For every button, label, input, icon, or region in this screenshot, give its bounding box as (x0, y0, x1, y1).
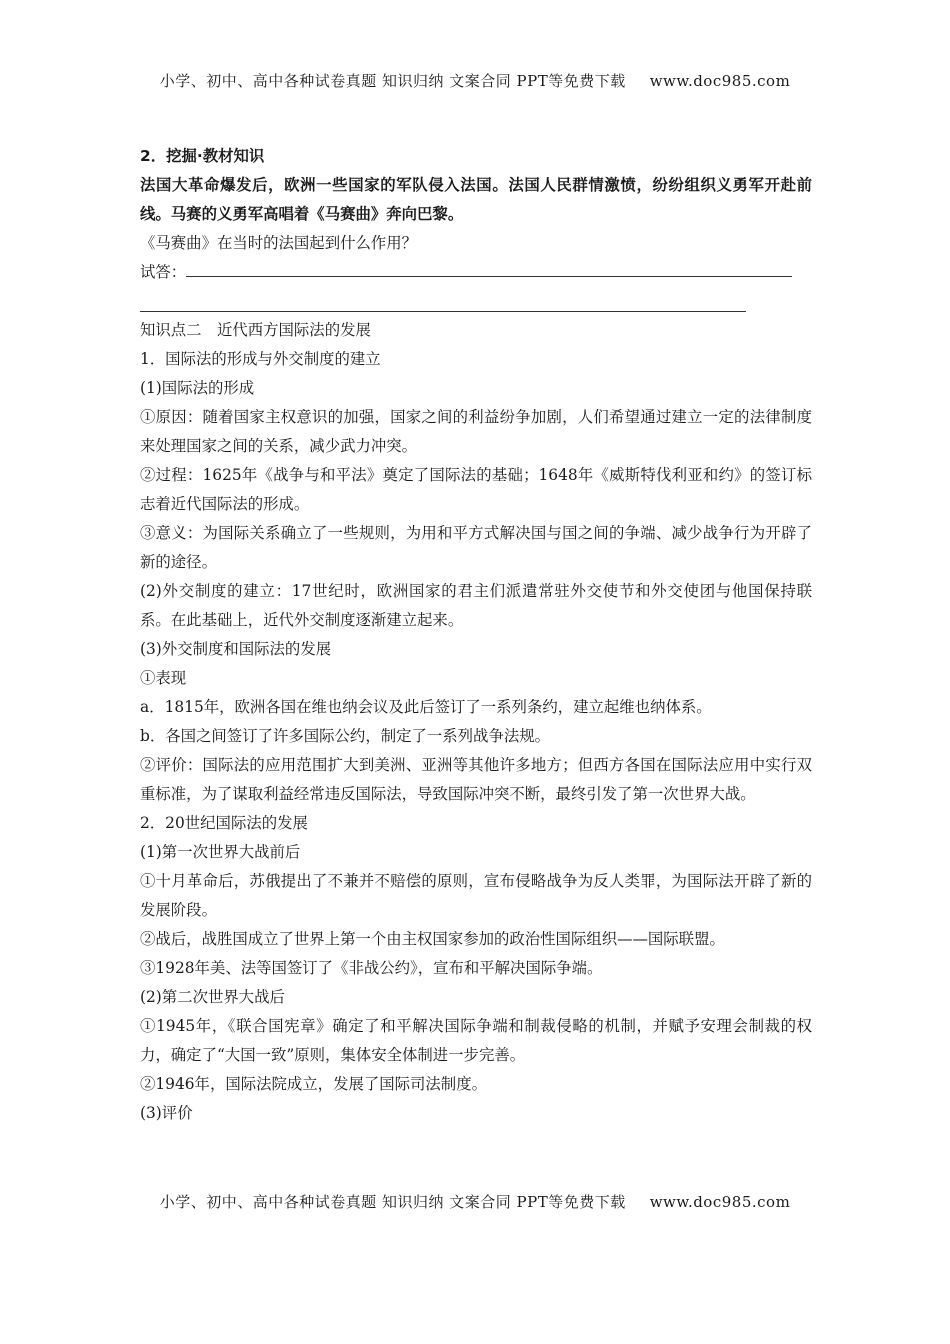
header-url[interactable]: www.doc985.com (649, 72, 791, 90)
document-body (140, 142, 812, 1128)
list-item: a．1815年，欧洲各国在维也纳会议及此后签订了一系列条约，建立起维也纳体系。 (140, 698, 712, 716)
footer-text: 小学、初中、高中各种试卷真题 知识归纳 文案合同 PPT等免费下载 (159, 1193, 626, 1211)
answer-line-2 (140, 287, 812, 316)
subsection-heading: (1)国际法的形成 (140, 379, 255, 397)
subsection-title: 1．国际法的形成与外交制度的建立 (140, 350, 381, 368)
list-item: ②1946年，国际法院成立，发展了国际司法制度。 (140, 1075, 487, 1093)
knowledge-point-title: 知识点二 近代西方国际法的发展 (140, 321, 371, 339)
footer-url[interactable]: www.doc985.com (649, 1193, 791, 1211)
paragraph-marseillaise: 法国大革命爆发后，欧洲一些国家的军队侵入法国。法国人民群情激愤，纷纷组织义勇军开赴前线。马赛的义勇军高唱着《马赛曲》奔向巴黎。 (140, 176, 812, 223)
page-footer (0, 1191, 950, 1212)
paragraph-diplomacy: (2)外交制度的建立：17世纪时，欧洲国家的君主们派遣常驻外交使节和外交使团与他国保持联系。在此基础上，近代外交制度逐渐建立起来。 (140, 582, 812, 629)
list-item: b．各国之间签订了许多国际公约，制定了一系列战争法规。 (140, 727, 551, 745)
subsection-heading: (3)评价 (140, 1104, 193, 1122)
answer-blank-1[interactable] (186, 258, 792, 277)
header-text: 小学、初中、高中各种试卷真题 知识归纳 文案合同 PPT等免费下载 (159, 72, 626, 90)
list-item: ②战后，战胜国成立了世界上第一个由主权国家参加的政治性国际组织——国际联盟。 (140, 930, 725, 948)
answer-label: 试答： (140, 263, 187, 281)
subsection-heading: (3)外交制度和国际法的发展 (140, 640, 332, 658)
list-heading: ①表现 (140, 669, 187, 687)
paragraph-meaning: ③意义：为国际关系确立了一些规则，为用和平方式解决国与国之间的争端、减少战争行为开辟了新的途径。 (140, 524, 812, 571)
answer-blank-2[interactable] (140, 293, 746, 312)
subsection-heading: (1)第一次世界大战前后 (140, 843, 301, 861)
paragraph-evaluation: ②评价：国际法的应用范围扩大到美洲、亚洲等其他许多地方；但西方各国在国际法应用中实行双重标准，为了谋取利益经常违反国际法，导致国际冲突不断，最终引发了第一次世界大战。 (140, 756, 812, 803)
subsection-heading: (2)第二次世界大战后 (140, 988, 285, 1006)
subsection-title: 2．20世纪国际法的发展 (140, 814, 308, 832)
question-text: 《马赛曲》在当时的法国起到什么作用？ (140, 234, 418, 252)
page-header (0, 70, 950, 91)
paragraph-reason: ①原因：随着国家主权意识的加强，国家之间的利益纷争加剧，人们希望通过建立一定的法律制度来处理国家之间的关系，减少武力冲突。 (140, 408, 812, 455)
section-title-dig: 2．挖掘·教材知识 (140, 147, 265, 165)
answer-line (140, 258, 812, 287)
list-item: ③1928年美、法等国签订了《非战公约》，宣布和平解决国际争端。 (140, 959, 603, 977)
list-item: ①十月革命后，苏俄提出了不兼并不赔偿的原则，宣布侵略战争为反人类罪，为国际法开辟了新的发展阶段。 (140, 872, 812, 919)
list-item: ①1945年，《联合国宪章》确定了和平解决国际争端和制裁侵略的机制，并赋予安理会制裁的权力，确定了“大国一致”原则，集体安全体制进一步完善。 (140, 1017, 812, 1064)
paragraph-process: ②过程：1625年《战争与和平法》奠定了国际法的基础；1648年《威斯特伐利亚和约》的签订标志着近代国际法的形成。 (140, 466, 812, 513)
